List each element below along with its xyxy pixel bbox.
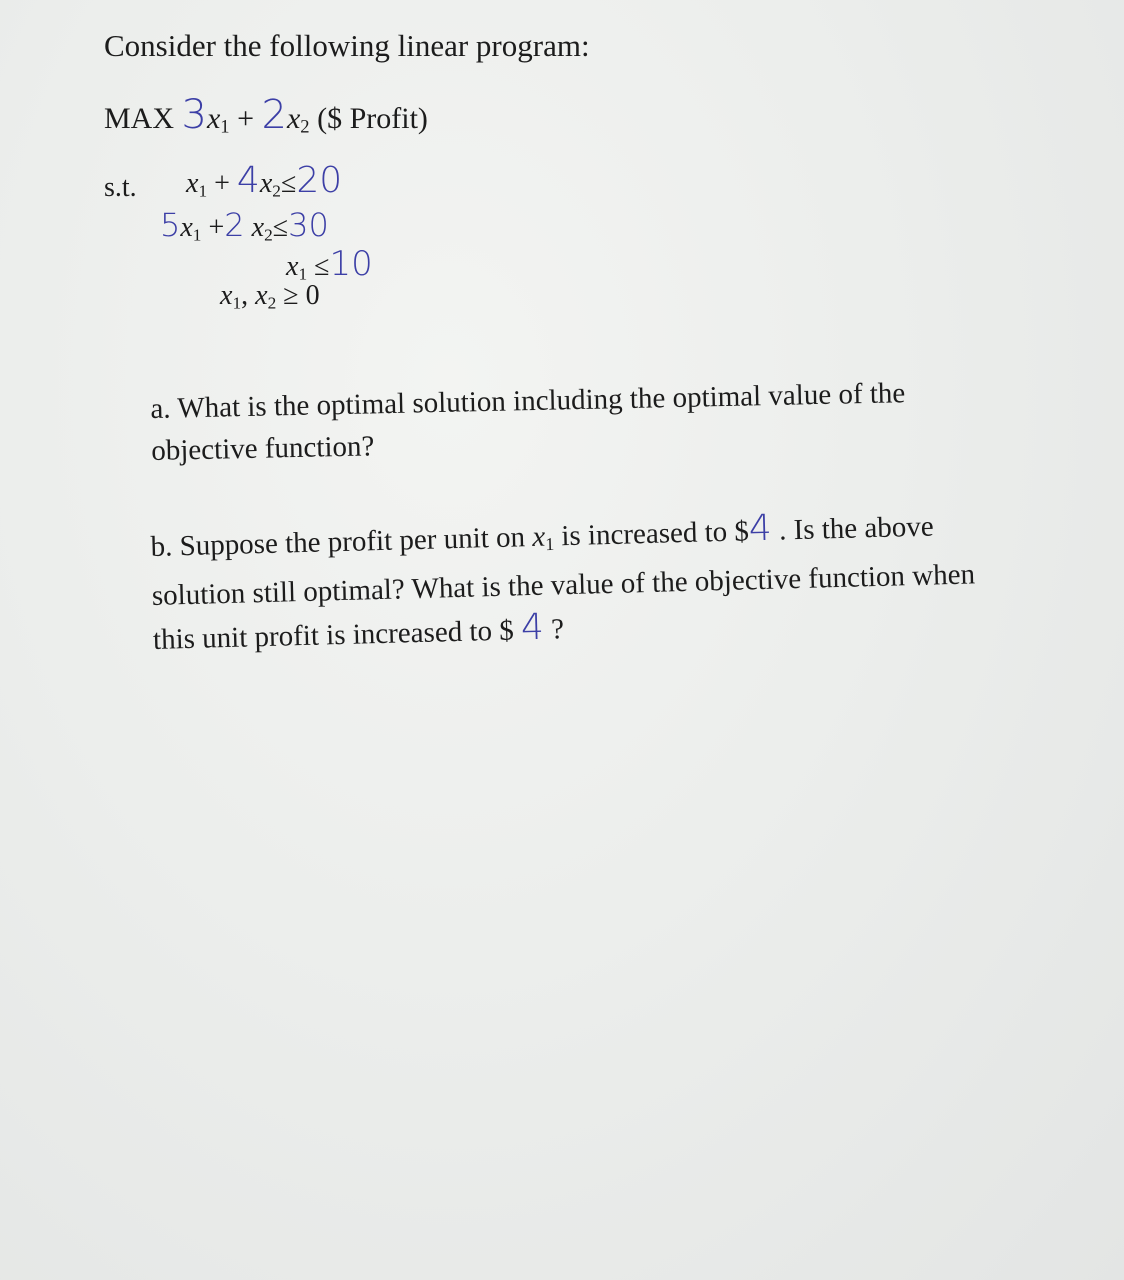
subscript-1: 1	[232, 293, 242, 313]
var-x1: x	[180, 212, 193, 243]
subscript-1: 1	[192, 225, 202, 245]
subscript-2: 2	[264, 225, 273, 245]
handwritten-coef-x2: 2	[224, 206, 245, 244]
subscript-1: 1	[220, 116, 230, 138]
rhs-zero: 0	[305, 280, 320, 311]
objective-label: MAX	[104, 102, 175, 135]
question-b-text-4: ?	[550, 613, 565, 647]
subscript-1: 1	[298, 264, 308, 284]
subscript-2: 2	[300, 116, 310, 138]
leq-sign: ≤	[280, 168, 297, 199]
non-negativity-constraint	[220, 280, 320, 313]
subscript-1: 1	[198, 181, 208, 201]
leq-sign: ≤	[272, 212, 289, 243]
constraint-2	[160, 206, 329, 245]
question-b-text-3: . Is the above solution still optimal? What is the value of the objective function when this unit profit is increased to $	[151, 510, 976, 657]
handwritten-coef-x1: 5	[160, 206, 181, 244]
handwritten-rhs: 10	[329, 244, 373, 284]
var-x1: x	[186, 168, 199, 199]
subscript-2: 2	[272, 181, 281, 201]
var-x1: x	[286, 251, 299, 282]
subscript-1: 1	[545, 533, 555, 555]
subject-to-label: s.t.	[104, 172, 137, 203]
handwritten-rhs: 30	[288, 206, 329, 244]
question-a: a. What is the optimal solution including the optimal value of the objective function?	[150, 377, 906, 467]
handwritten-rhs: 20	[296, 160, 343, 201]
objective-function	[104, 92, 428, 139]
constraint-1	[186, 160, 342, 201]
var-x1: x	[220, 280, 233, 311]
var-x1: x	[206, 102, 221, 135]
question-b-text-1: b. Suppose the profit per unit on	[150, 521, 526, 563]
var-x2: x	[251, 212, 265, 243]
objective-unit: ($ Profit)	[317, 102, 428, 135]
subscript-2: 2	[267, 293, 277, 313]
var-x1: x	[531, 520, 546, 553]
geq-sign: ≥	[283, 280, 299, 311]
comma: ,	[241, 280, 249, 311]
handwritten-profit-value-2: 4	[520, 607, 545, 649]
handwritten-coef-x2: 4	[236, 160, 260, 201]
plus-sign: +	[208, 212, 225, 243]
question-b	[150, 502, 1003, 662]
heading: Consider the following linear program:	[104, 28, 590, 63]
handwritten-profit-value: 4	[748, 507, 773, 550]
handwritten-coef-x1: 3	[181, 92, 207, 138]
plus-sign: +	[214, 168, 230, 199]
leq-sign: ≤	[314, 251, 330, 282]
handwritten-coef-x2: 2	[261, 92, 287, 138]
var-x2: x	[286, 102, 301, 135]
var-x2: x	[255, 280, 268, 311]
question-b-text-2: is increased to $	[560, 515, 750, 553]
var-x2: x	[259, 168, 273, 199]
plus-sign: +	[237, 102, 255, 135]
constraint-3	[286, 244, 373, 284]
